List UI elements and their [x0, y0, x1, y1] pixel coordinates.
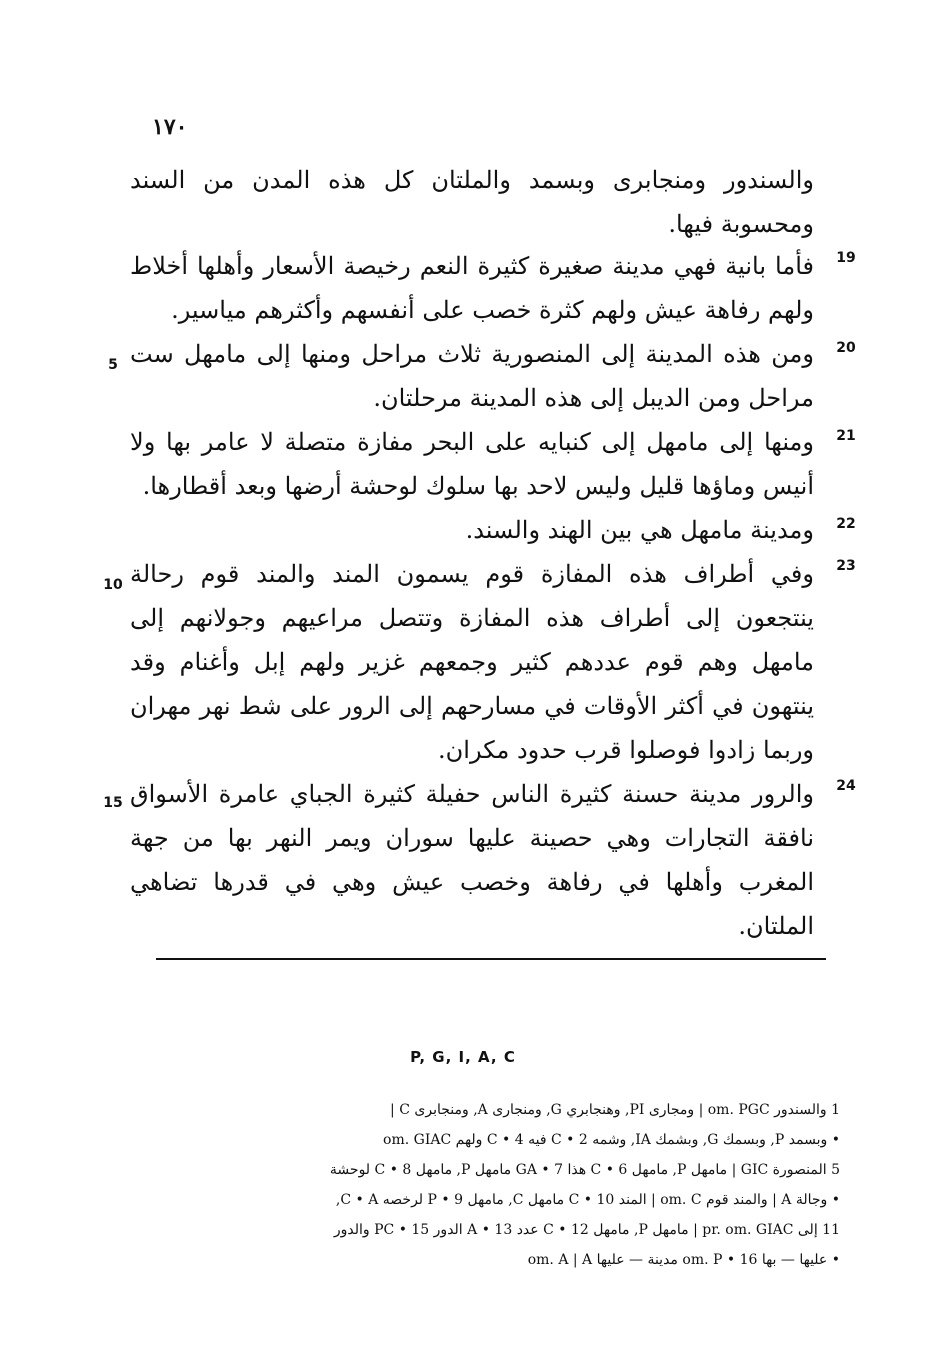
line-marker: 15 — [103, 795, 123, 811]
apparatus-line: • عليها — بها om. P • 16 مدينة — عليها om. A | A — [527, 1252, 840, 1268]
paragraph-number: 20 — [836, 340, 856, 356]
paragraph-number: 22 — [836, 516, 856, 532]
apparatus-line: • وبسمد P, وبسمك G, وبشمك IA, وشمه C • 2 فيه C • 4 ولهم om. GIAC — [383, 1132, 840, 1148]
paragraph-21: ومنها إلى مامهل إلى كنبايه على البحر مفازة متصلة لا عامر بها ولا أنيس وماؤها قليل وليس لاحد بها سلوك لوحشة أرضها وبعد أقطارها. — [130, 428, 814, 500]
apparatus-line: 11 إلى pr. om. GIAC | مامهل P, مامهل C • 12 عدد A • 13 الدور PC • 15 والدور — [333, 1222, 840, 1238]
footnote-divider — [156, 958, 826, 960]
paragraph-24: والرور مدينة حسنة كثيرة الناس حفيلة كثيرة الجباي عامرة الأسواق نافقة التجارات وهي حصينة عليها سوران ويمر النهر بها من جهة المغرب وأهلها في رفاهة وخصب عيش وهي في قدرها تضاهي الملتان. — [130, 780, 814, 940]
paragraph-20: ومن هذه المدينة إلى المنصورية ثلاث مراحل ومنها إلى مامهل ست مراحل ومن الديبل إلى هذه المدينة مرحلتان. — [130, 340, 814, 412]
paragraph-number: 24 — [836, 778, 856, 794]
paragraph-19: فأما بانية فهي مدينة صغيرة كثيرة النعم رخيصة الأسعار وأهلها أخلاط ولهم رفاهة عيش ولهم كثرة خصب على أنفسهم وأكثرهم مياسير. — [130, 252, 814, 324]
apparatus-line: • وجالة A | والمند قوم om. C | المند C • 10 مامهل C, مامهل P • 9 لرخصه C • A, — [335, 1192, 840, 1208]
line-marker: 5 — [108, 357, 118, 373]
paragraph-number: 23 — [836, 558, 856, 574]
paragraph-continuation: والسندور ومنجابرى وبسمد والملتان كل هذه المدن من السند ومحسوبة فيها. — [130, 166, 814, 238]
apparatus-line: 1 والسندور om. PGC | ومجارى PI, وهنجابري G, ومنجارى A, ومنجابرى C | — [390, 1102, 840, 1118]
paragraph-number: 21 — [836, 428, 856, 444]
paragraph-number: 19 — [836, 250, 856, 266]
paragraph-22: ومدينة مامهل هي بين الهند والسند. — [465, 516, 814, 544]
manuscript-sigla: P, G, I, A, C — [410, 1048, 516, 1066]
line-marker: 10 — [103, 577, 123, 593]
page-number: ١٧٠ — [152, 114, 188, 140]
apparatus-line: 5 المنصورة GIC | مامهل P, مامهل C • 6 هذا GA • 7 مامهل P, مامهل C • 8 لوحشة — [329, 1162, 840, 1178]
paragraph-23: وفي أطراف هذه المفازة قوم يسمون المند والمند قوم رحالة ينتجعون إلى أطراف هذه المفازة وتتصل مراعيهم وجولانهم إلى مامهل وهم قوم عددهم كثير وجمعهم غزير ولهم إبل وأغنام وقد ينتهون في أكثر الأوقات في مسارحهم إلى الرور على شط نهر مهران وربما زادوا فوصلوا قرب حدود مكران. — [130, 560, 815, 764]
